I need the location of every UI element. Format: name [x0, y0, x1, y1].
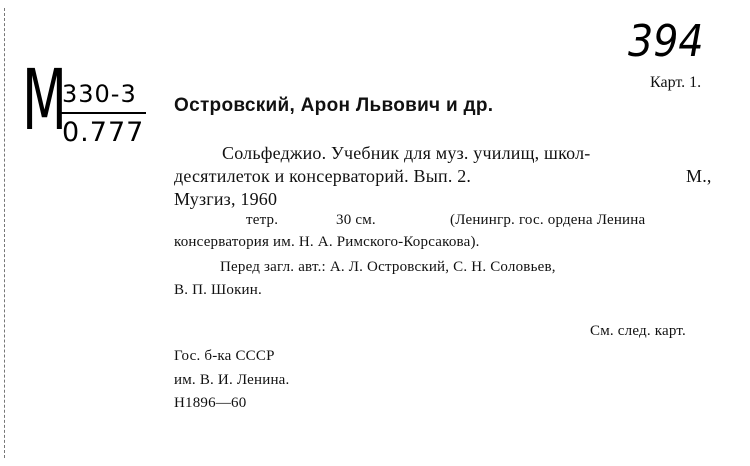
library-line-2: им. В. И. Ленина. — [174, 372, 290, 388]
shelfmark-divider — [60, 112, 146, 114]
library-line-1: Гос. б-ка СССР — [174, 348, 275, 364]
physical-description: тетр. — [246, 212, 279, 228]
shelfmark-line2: 0.777 — [62, 117, 145, 148]
card-number: Карт. 1. — [650, 74, 702, 91]
card-edge-line — [4, 8, 5, 458]
note-line-1: Перед загл. авт.: А. Л. Островский, С. Н. Соловьев, — [220, 259, 556, 275]
library-line-3: Н1896—60 — [174, 395, 247, 411]
size: 30 см. — [336, 212, 376, 228]
see-next-card: См. след. карт. — [590, 323, 686, 339]
title-line-1: Сольфеджио. Учебник для муз. училищ, школ- — [222, 143, 591, 163]
author-heading: Островский, Арон Львович и др. — [174, 95, 494, 116]
series-line-1: (Ленингр. гос. ордена Ленина — [450, 212, 646, 228]
title-line-2: десятилеток и консерваторий. Вып. 2. — [174, 166, 472, 186]
series-line-2: консерватория им. Н. А. Римского-Корсакова). — [174, 234, 480, 250]
title-line-3: Музгиз, 1960 — [174, 189, 278, 209]
publication-place: М., — [686, 166, 712, 186]
shelfmark-line1: 330-3 — [62, 80, 137, 108]
shelfmark-letter: М — [22, 51, 67, 149]
handwritten-number: 394 — [628, 16, 704, 67]
note-line-2: В. П. Шокин. — [174, 282, 262, 298]
